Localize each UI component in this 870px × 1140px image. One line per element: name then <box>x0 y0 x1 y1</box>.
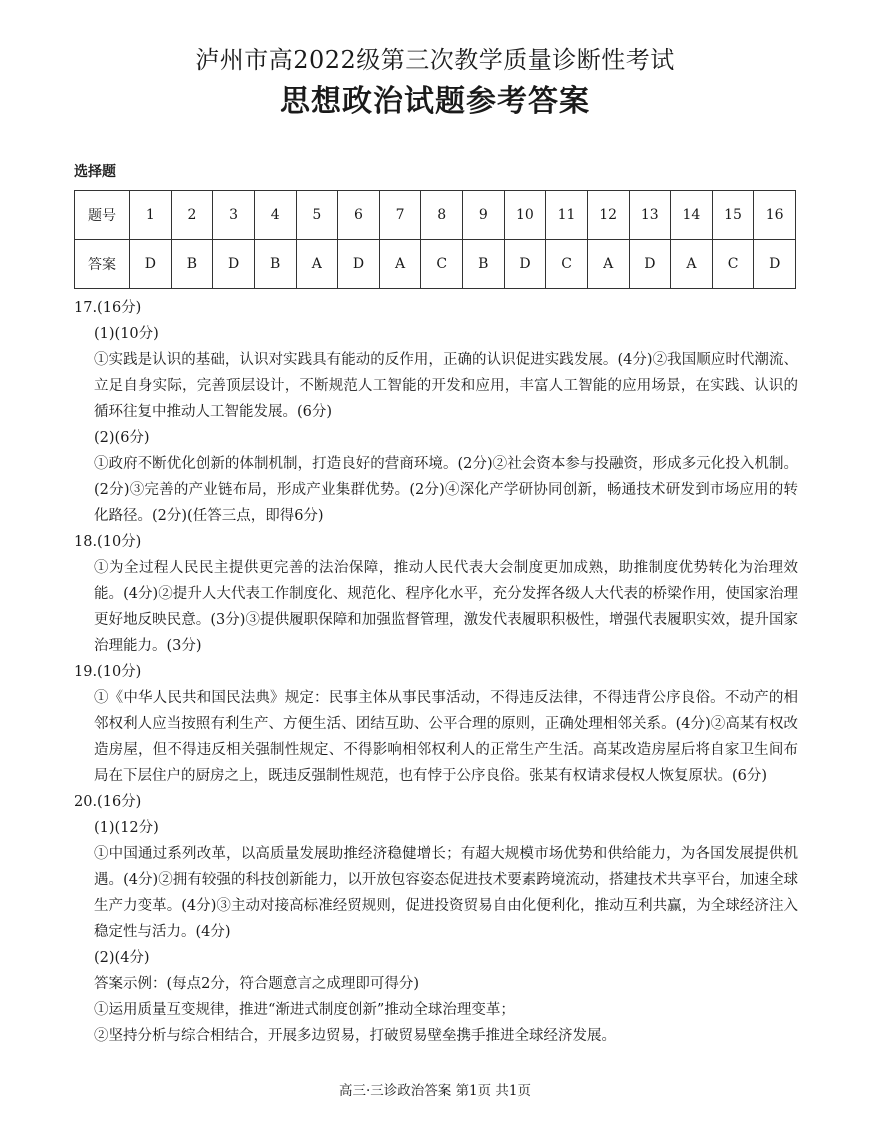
question-number-cell: 3 <box>213 191 255 240</box>
answer-cell: D <box>338 240 380 289</box>
question-20 <box>74 789 798 1049</box>
answer-row <box>75 240 796 289</box>
choice-section-label: 选择题 <box>74 164 116 180</box>
question-18 <box>74 529 798 659</box>
answer-paragraph: ①《中华人民共和国民法典》规定：民事主体从事民事活动，不得违反法律，不得违背公序良俗。不动产的相邻权利人应当按照有利生产、方便生活、团结互助、公平合理的原则，正确处理相邻关系。(4分)②高某有权改造房屋，但不得违反相关强制性规定、不得影响相邻权利人的正常生产生活。高某改造房屋后将自家卫生间布局在下层住户的厨房之上，既违反强制性规范，也有悖于公序良俗。张某有权请求侵权人恢复原状。(6分) <box>94 690 798 784</box>
answer-example-point: ②坚持分析与综合相结合，开展多边贸易，打破贸易壁垒携手推进全球经济发展。 <box>94 1028 616 1044</box>
answer-cell: A <box>296 240 338 289</box>
answer-example-point: ①运用质量互变规律，推进“渐进式制度创新”推动全球治理变革； <box>94 1002 515 1018</box>
answer-cell: A <box>587 240 629 289</box>
question-number-cell: 16 <box>754 191 796 240</box>
question-17 <box>74 295 798 529</box>
document-title: 思想政治试题参考答案 <box>280 84 590 119</box>
answer-paragraph: ①实践是认识的基础，认识对实践具有能动的反作用，正确的认识促进实践发展。(4分)②我国顺应时代潮流、立足自身实际，完善顶层设计，不断规范人工智能的开发和应用，丰富人工智能的应用场景，在实践、认识的循环往复中推动人工智能发展。(6分) <box>94 352 798 420</box>
answer-cell: B <box>254 240 296 289</box>
answer-paragraph: ①中国通过系列改革，以高质量发展助推经济稳健增长；有超大规模市场优势和供给能力，为各国发展提供机遇。(4分)②拥有较强的科技创新能力，以开放包容姿态促进技术要素跨境流动，搭建技术共享平台，加速全球生产力变革。(4分)③主动对接高标准经贸规则，促进投资贸易自由化便利化，推动互利共赢，为全球经济注入稳定性与活力。(4分) <box>94 846 798 940</box>
answer-cell: D <box>130 240 172 289</box>
question-number-cell: 12 <box>587 191 629 240</box>
answer-body <box>74 295 798 1049</box>
answer-cell: C <box>712 240 754 289</box>
answer-paragraph: ①为全过程人民民主提供更完善的法治保障，推动人民代表大会制度更加成熟，助推制度优势转化为治理效能。(4分)②提升人大代表工作制度化、规范化、程序化水平，充分发挥各级人大代表的桥梁作用，使国家治理更好地反映民意。(3分)③提供履职保障和加强监督管理，激发代表履职积极性，增强代表履职实效，提升国家治理能力。(3分) <box>94 560 798 654</box>
answer-cell: D <box>629 240 671 289</box>
answer-paragraph: ①政府不断优化创新的体制机制，打造良好的营商环境。(2分)②社会资本参与投融资，形成多元化投入机制。(2分)③完善的产业链布局，形成产业集群优势。(2分)④深化产学研协同创新，畅通技术研发到市场应用的转化路径。(2分)(任答三点，即得6分) <box>94 456 798 524</box>
question-number-cell: 14 <box>671 191 713 240</box>
row-label-answer: 答案 <box>75 240 130 289</box>
question-heading: 19.(10分) <box>74 664 142 680</box>
answer-cell: C <box>546 240 588 289</box>
question-number-cell: 8 <box>421 191 463 240</box>
question-heading: 18.(10分) <box>74 534 142 550</box>
sub-question-heading: (1)(12分) <box>94 820 159 836</box>
sub-question-heading: (1)(10分) <box>94 326 159 342</box>
choice-answer-table <box>74 190 796 289</box>
question-number-cell: 6 <box>338 191 380 240</box>
question-number-cell: 5 <box>296 191 338 240</box>
sub-question-heading: (2)(4分) <box>94 950 150 966</box>
question-number-cell: 10 <box>504 191 546 240</box>
question-number-cell: 9 <box>463 191 505 240</box>
question-heading: 17.(16分) <box>74 300 142 316</box>
row-label-number: 题号 <box>75 191 130 240</box>
question-number-cell: 15 <box>712 191 754 240</box>
question-number-cell: 4 <box>254 191 296 240</box>
answer-cell: A <box>671 240 713 289</box>
answer-cell: C <box>421 240 463 289</box>
question-number-cell: 2 <box>171 191 213 240</box>
page-footer: 高三·三诊政治答案 第1页 共1页 <box>338 1083 532 1099</box>
answer-cell: A <box>379 240 421 289</box>
question-number-cell: 11 <box>546 191 588 240</box>
answer-example-intro: 答案示例：(每点2分，符合题意言之成理即可得分) <box>94 976 420 992</box>
answer-cell: D <box>754 240 796 289</box>
exam-title: 泸州市高2022级第三次教学质量诊断性考试 <box>195 46 675 74</box>
answer-cell: B <box>171 240 213 289</box>
question-number-row <box>75 191 796 240</box>
question-number-cell: 13 <box>629 191 671 240</box>
answer-cell: D <box>504 240 546 289</box>
question-heading: 20.(16分) <box>74 794 142 810</box>
question-number-cell: 1 <box>130 191 172 240</box>
answer-cell: D <box>213 240 255 289</box>
question-19 <box>74 659 798 789</box>
question-number-cell: 7 <box>379 191 421 240</box>
sub-question-heading: (2)(6分) <box>94 430 150 446</box>
answer-cell: B <box>463 240 505 289</box>
